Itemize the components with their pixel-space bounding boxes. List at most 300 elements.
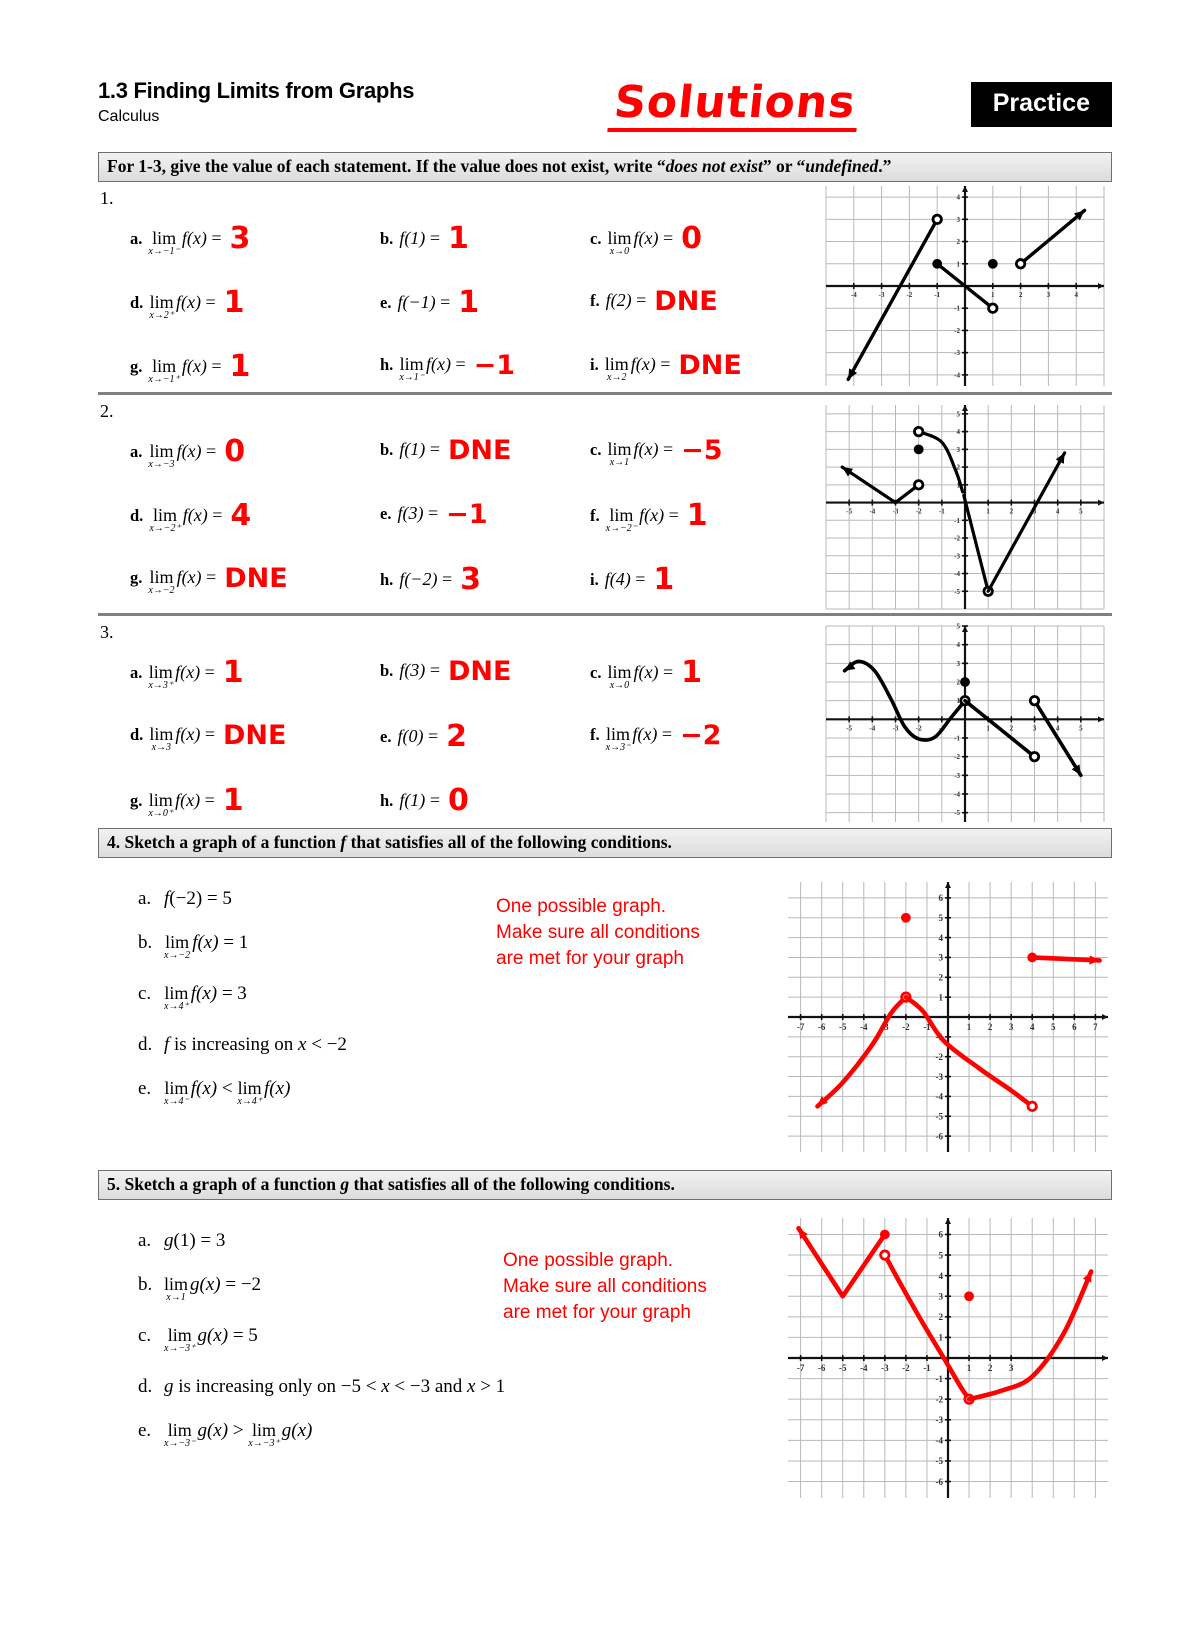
problem-4-note-line-3: are met for your graph bbox=[496, 948, 684, 969]
answer-item bbox=[380, 719, 467, 754]
handwritten-answer: −2 bbox=[679, 720, 722, 751]
condition-text: g is increasing only on −5 < x < −3 and x > 1 bbox=[164, 1376, 506, 1397]
condition-label: d. bbox=[138, 1376, 153, 1397]
answer-label: f. bbox=[590, 291, 600, 310]
problem-5 bbox=[98, 1200, 1112, 1518]
handwritten-answer: 1 bbox=[222, 655, 244, 690]
handwritten-answer: 0 bbox=[224, 434, 246, 469]
svg-text:-7: -7 bbox=[796, 1022, 805, 1032]
limit-operator: lim x→2 bbox=[604, 354, 629, 383]
answer-expression: lim x→1 f(x) = bbox=[607, 439, 674, 468]
function-expression: g(x) bbox=[190, 1274, 221, 1295]
answer-expression: lim x→0⁺ f(x) = bbox=[148, 790, 215, 819]
svg-text:-4: -4 bbox=[954, 790, 960, 799]
answer-expression: lim x→2⁺ f(x) = bbox=[149, 292, 216, 321]
svg-text:-1: -1 bbox=[938, 507, 945, 516]
condition-label: b. bbox=[138, 1274, 153, 1295]
svg-text:2: 2 bbox=[938, 1312, 943, 1323]
svg-text:4: 4 bbox=[1074, 291, 1078, 299]
problem-3-number: 3. bbox=[100, 622, 114, 642]
function-expression: f(x) bbox=[176, 441, 202, 461]
function-expression: f(x) bbox=[632, 724, 658, 744]
problem-5-note-line-2: Make sure all conditions bbox=[503, 1276, 707, 1297]
svg-text:3: 3 bbox=[956, 215, 960, 224]
limit-operator: lim x→4⁺ bbox=[164, 983, 189, 1012]
answer-expression: f(4) = bbox=[604, 569, 646, 589]
function-expression: f(x) bbox=[633, 228, 659, 248]
answer-item bbox=[130, 721, 286, 753]
answer-label: e. bbox=[380, 727, 392, 746]
svg-text:2: 2 bbox=[956, 463, 960, 472]
function-expression: f(x) bbox=[639, 505, 665, 525]
svg-text:-3: -3 bbox=[881, 1363, 889, 1373]
answer-item bbox=[590, 223, 702, 257]
problem-4 bbox=[98, 858, 1112, 1170]
svg-text:3: 3 bbox=[1008, 1363, 1014, 1373]
answer-item bbox=[130, 564, 288, 596]
condition-label: e. bbox=[138, 1420, 152, 1441]
svg-text:7: 7 bbox=[1093, 1022, 1098, 1032]
answer-item bbox=[590, 286, 718, 317]
svg-text:1: 1 bbox=[938, 1332, 943, 1343]
svg-text:4: 4 bbox=[956, 641, 960, 650]
limit-operator: lim x→−2⁺ bbox=[149, 505, 181, 534]
svg-text:4: 4 bbox=[938, 932, 943, 943]
svg-text:-2: -2 bbox=[906, 291, 913, 299]
problem-3-graph bbox=[820, 620, 1110, 828]
answer-item bbox=[380, 562, 481, 597]
handwritten-answer: 1 bbox=[681, 655, 702, 690]
svg-text:-6: -6 bbox=[817, 1022, 826, 1032]
function-expression: f(x) bbox=[176, 567, 202, 587]
answer-expression: lim x→−1⁺ f(x) = bbox=[148, 356, 222, 385]
problem-4-graph bbox=[778, 872, 1118, 1162]
function-expression: f(x) bbox=[190, 1078, 218, 1099]
svg-text:5: 5 bbox=[956, 410, 960, 419]
condition-text: lim x→−3⁻ g(x) > lim x→−3⁺ g(x) bbox=[164, 1420, 313, 1449]
svg-text:2: 2 bbox=[956, 238, 960, 247]
answer-item bbox=[590, 721, 721, 753]
answer-item bbox=[590, 351, 742, 383]
svg-text:-1: -1 bbox=[954, 734, 960, 743]
problem-5-graph bbox=[778, 1208, 1118, 1508]
limit-operator: lim x→0 bbox=[607, 228, 632, 257]
svg-text:2: 2 bbox=[987, 1022, 993, 1032]
answer-expression: lim x→3⁻ f(x) = bbox=[605, 724, 672, 753]
function-expression: f(x) bbox=[175, 790, 201, 810]
svg-text:-1: -1 bbox=[954, 304, 960, 313]
answer-label: g. bbox=[130, 568, 143, 587]
svg-text:-3: -3 bbox=[954, 552, 960, 561]
handwritten-answer: −5 bbox=[681, 435, 723, 466]
svg-text:3: 3 bbox=[1008, 1022, 1014, 1032]
handwritten-answer: 1 bbox=[447, 221, 469, 256]
answer-item bbox=[380, 783, 469, 818]
answer-item bbox=[380, 351, 515, 383]
function-expression: f(x) bbox=[181, 228, 207, 248]
answer-label: g. bbox=[130, 357, 143, 376]
problem-4-bar-fn: f bbox=[340, 832, 347, 852]
function-expression: g(x) bbox=[281, 1420, 313, 1441]
answer-label: a. bbox=[130, 442, 143, 461]
svg-text:-4: -4 bbox=[869, 724, 876, 733]
function-expression: f(x) bbox=[175, 662, 201, 682]
svg-text:5: 5 bbox=[938, 912, 943, 923]
answer-item bbox=[380, 656, 512, 687]
answer-item bbox=[130, 223, 250, 257]
svg-text:2: 2 bbox=[1009, 724, 1014, 733]
svg-text:-4: -4 bbox=[860, 1363, 868, 1373]
problem-4-bar-post: that satisfies all of the following conditions. bbox=[346, 832, 672, 852]
svg-text:1: 1 bbox=[986, 724, 990, 733]
problem-2-number: 2. bbox=[100, 401, 114, 421]
handwritten-answer: 3 bbox=[460, 562, 481, 597]
title-block bbox=[98, 78, 414, 126]
solutions-annotation: Solutions bbox=[607, 80, 862, 132]
answer-item bbox=[130, 351, 250, 385]
problem-3 bbox=[98, 616, 1112, 828]
problem-4-note-line-2: Make sure all conditions bbox=[496, 922, 700, 943]
answer-label: h. bbox=[380, 791, 394, 810]
svg-text:-1: -1 bbox=[935, 1032, 943, 1043]
answer-expression: f(−2) = bbox=[399, 569, 453, 589]
function-expression: f(x) bbox=[264, 1078, 291, 1099]
svg-text:-3: -3 bbox=[935, 1415, 943, 1426]
answer-label: g. bbox=[130, 791, 143, 810]
svg-text:2: 2 bbox=[1009, 507, 1014, 516]
svg-text:-2: -2 bbox=[954, 326, 960, 335]
svg-text:-4: -4 bbox=[954, 371, 960, 380]
svg-text:5: 5 bbox=[1051, 1022, 1056, 1032]
answer-label: d. bbox=[130, 506, 144, 525]
handwritten-answer: 1 bbox=[653, 562, 675, 597]
svg-text:1: 1 bbox=[991, 291, 995, 299]
instruction-italic-1: does not exist bbox=[665, 156, 763, 176]
problem-4-note bbox=[496, 894, 700, 972]
answer-expression: lim x→−2⁺ f(x) = bbox=[149, 505, 223, 534]
answer-expression: lim x→−2 f(x) = bbox=[148, 567, 217, 596]
problem-5-note-line-1: One possible graph. bbox=[503, 1250, 674, 1271]
limit-operator: lim x→2⁺ bbox=[149, 292, 175, 321]
answer-label: a. bbox=[130, 663, 143, 682]
instruction-bar bbox=[98, 152, 1112, 182]
svg-text:-2: -2 bbox=[915, 724, 922, 733]
limit-operator: lim x→1 bbox=[164, 1274, 189, 1303]
limit-operator: lim x→−3⁺ bbox=[248, 1420, 280, 1449]
answer-expression: f(3) = bbox=[397, 503, 439, 523]
svg-text:5: 5 bbox=[956, 622, 960, 631]
limit-operator: lim x→3 bbox=[149, 724, 174, 753]
svg-text:-1: -1 bbox=[923, 1363, 931, 1373]
svg-text:5: 5 bbox=[1079, 724, 1083, 733]
answer-label: f. bbox=[590, 506, 600, 525]
limit-operator: lim x→3⁻ bbox=[605, 724, 631, 753]
svg-text:-1: -1 bbox=[934, 291, 941, 299]
answer-item bbox=[130, 657, 244, 691]
limit-operator: lim x→4⁻ bbox=[164, 1078, 189, 1107]
svg-text:4: 4 bbox=[956, 193, 960, 202]
answer-item bbox=[380, 435, 512, 466]
function-expression: g(x) bbox=[197, 1420, 229, 1441]
limit-operator: lim x→1⁻ bbox=[399, 354, 425, 383]
condition-label: c. bbox=[138, 983, 152, 1004]
svg-text:-4: -4 bbox=[850, 291, 857, 299]
answer-expression: lim x→3⁺ f(x) = bbox=[148, 662, 215, 691]
svg-text:-3: -3 bbox=[892, 724, 899, 733]
answer-label: e. bbox=[380, 504, 392, 523]
worksheet-page bbox=[0, 78, 1200, 1631]
answer-label: c. bbox=[590, 440, 602, 459]
function-expression: f(x) bbox=[633, 439, 659, 459]
condition-text: g(1) = 3 bbox=[164, 1230, 226, 1251]
svg-text:3: 3 bbox=[938, 952, 943, 963]
handwritten-answer: DNE bbox=[654, 286, 718, 317]
handwritten-answer: 1 bbox=[229, 349, 251, 384]
svg-text:-5: -5 bbox=[838, 1022, 847, 1032]
svg-text:-5: -5 bbox=[935, 1111, 943, 1122]
svg-text:1: 1 bbox=[986, 507, 990, 516]
condition-text: lim x→1 g(x) = −2 bbox=[164, 1274, 262, 1303]
svg-text:-3: -3 bbox=[878, 291, 885, 299]
svg-text:-1: -1 bbox=[938, 724, 945, 733]
problem-4-bar-pre: 4. Sketch a graph of a function bbox=[107, 832, 341, 852]
handwritten-answer: 1 bbox=[686, 498, 708, 533]
svg-text:-1: -1 bbox=[935, 1373, 943, 1384]
svg-text:-3: -3 bbox=[935, 1071, 943, 1082]
svg-text:1: 1 bbox=[956, 260, 960, 269]
answer-label: b. bbox=[380, 229, 394, 248]
svg-text:6: 6 bbox=[938, 893, 943, 904]
problem-1-number: 1. bbox=[100, 188, 114, 208]
svg-text:-2: -2 bbox=[935, 1394, 943, 1405]
answer-label: a. bbox=[130, 229, 143, 248]
answer-label: f. bbox=[590, 725, 600, 744]
limit-operator: lim x→−3 bbox=[148, 441, 175, 470]
handwritten-answer: 2 bbox=[446, 719, 467, 754]
condition-text: lim x→−2 f(x) = 1 bbox=[164, 932, 249, 961]
handwritten-answer: 0 bbox=[447, 783, 469, 818]
problem-2 bbox=[98, 395, 1112, 613]
problem-5-note-line-3: are met for your graph bbox=[503, 1302, 691, 1323]
handwritten-answer: 1 bbox=[458, 285, 480, 320]
function-expression: f(x) bbox=[182, 505, 208, 525]
svg-text:2: 2 bbox=[938, 972, 943, 983]
condition-text: lim x→−3⁺ g(x) = 5 bbox=[164, 1325, 258, 1354]
function-expression: f(x) bbox=[426, 354, 452, 374]
svg-text:-5: -5 bbox=[954, 809, 960, 818]
problem-5-bar-fn: g bbox=[340, 1174, 350, 1194]
condition-text: f(−2) = 5 bbox=[164, 888, 232, 909]
handwritten-answer: DNE bbox=[447, 435, 512, 466]
svg-text:6: 6 bbox=[938, 1229, 943, 1240]
function-expression: f(x) bbox=[192, 932, 219, 953]
condition-label: c. bbox=[138, 1325, 152, 1346]
problem-2-graph bbox=[820, 399, 1110, 615]
answer-expression: lim x→3 f(x) = bbox=[149, 724, 215, 753]
answer-item bbox=[380, 499, 488, 530]
answer-expression: lim x→0 f(x) = bbox=[607, 662, 674, 691]
answer-label: c. bbox=[590, 663, 602, 682]
condition-label: b. bbox=[138, 932, 153, 953]
function-expression: f(x) bbox=[176, 292, 202, 312]
problem-1-graph bbox=[820, 180, 1110, 392]
handwritten-answer: DNE bbox=[224, 563, 288, 594]
condition-label: d. bbox=[138, 1034, 153, 1055]
svg-text:1: 1 bbox=[966, 1022, 972, 1032]
svg-text:-7: -7 bbox=[796, 1363, 805, 1373]
page-title: 1.3 Finding Limits from Graphs bbox=[98, 78, 415, 103]
problem-5-bar-pre: 5. Sketch a graph of a function bbox=[107, 1174, 341, 1194]
svg-text:3: 3 bbox=[1046, 291, 1051, 299]
answer-label: c. bbox=[590, 229, 602, 248]
svg-text:4: 4 bbox=[1055, 507, 1060, 516]
answer-expression: lim x→0 f(x) = bbox=[607, 228, 674, 257]
function-expression: f(x) bbox=[190, 983, 218, 1004]
svg-text:2: 2 bbox=[987, 1363, 993, 1373]
answer-expression: lim x→2 f(x) = bbox=[604, 354, 671, 383]
practice-badge: Practice bbox=[971, 82, 1112, 127]
problem-5-bar bbox=[98, 1170, 1112, 1200]
svg-text:-4: -4 bbox=[935, 1435, 943, 1446]
handwritten-answer: 1 bbox=[223, 285, 245, 320]
svg-text:-4: -4 bbox=[935, 1091, 943, 1102]
svg-text:6: 6 bbox=[1072, 1022, 1077, 1032]
svg-text:1: 1 bbox=[956, 481, 960, 490]
condition-text: lim x→4⁻ f(x) < lim x→4⁺ f(x) bbox=[164, 1078, 291, 1107]
answer-item bbox=[130, 785, 244, 819]
svg-text:1: 1 bbox=[938, 992, 943, 1003]
problem-4-note-line-1: One possible graph. bbox=[496, 896, 667, 917]
answer-label: b. bbox=[380, 661, 394, 680]
instruction-text-1: For 1-3, give the value of each statement. If the value does not exist, write “ bbox=[107, 156, 666, 176]
instruction-italic-2: undefined bbox=[805, 156, 879, 176]
handwritten-answer: 0 bbox=[681, 221, 702, 256]
handwritten-answer: DNE bbox=[222, 720, 287, 751]
svg-text:2: 2 bbox=[1018, 291, 1023, 299]
svg-text:-1: -1 bbox=[923, 1022, 931, 1032]
svg-text:4: 4 bbox=[938, 1270, 943, 1281]
svg-text:4: 4 bbox=[1055, 724, 1060, 733]
svg-text:1: 1 bbox=[956, 697, 960, 706]
svg-text:-6: -6 bbox=[935, 1131, 943, 1142]
problem-1 bbox=[98, 182, 1112, 392]
function-expression: g(x) bbox=[197, 1325, 229, 1346]
function-expression: f(x) bbox=[181, 356, 207, 376]
svg-text:4: 4 bbox=[1029, 1022, 1035, 1032]
answer-expression: f(2) = bbox=[605, 290, 647, 310]
instruction-text-3: .” bbox=[878, 156, 892, 176]
svg-text:-4: -4 bbox=[954, 570, 960, 579]
svg-text:-3: -3 bbox=[881, 1022, 889, 1032]
limit-operator: lim x→−1⁻ bbox=[148, 228, 180, 257]
answer-expression: lim x→−1⁻ f(x) = bbox=[148, 228, 222, 257]
answer-expression: f(1) = bbox=[399, 439, 440, 459]
answer-item bbox=[130, 436, 245, 470]
handwritten-answer: 3 bbox=[229, 221, 251, 256]
svg-text:3: 3 bbox=[1032, 507, 1037, 516]
svg-text:-3: -3 bbox=[892, 507, 899, 516]
svg-text:-6: -6 bbox=[817, 1363, 826, 1373]
limit-operator: lim x→−2⁻ bbox=[605, 505, 638, 534]
answer-label: i. bbox=[590, 570, 599, 589]
condition-label: a. bbox=[138, 888, 152, 909]
limit-operator: lim x→−3⁺ bbox=[164, 1325, 196, 1354]
answer-label: h. bbox=[380, 355, 394, 374]
handwritten-answer: 4 bbox=[230, 498, 252, 533]
function-expression: f(x) bbox=[175, 724, 201, 744]
answer-item bbox=[130, 287, 245, 321]
svg-text:-4: -4 bbox=[869, 507, 876, 516]
problem-5-note bbox=[503, 1248, 707, 1326]
answer-item bbox=[590, 500, 708, 534]
answer-expression: f(1) = bbox=[399, 790, 440, 810]
svg-text:-5: -5 bbox=[954, 587, 960, 596]
answer-expression: lim x→1⁻ f(x) = bbox=[399, 354, 466, 383]
limit-operator: lim x→3⁺ bbox=[148, 662, 174, 691]
answer-expression: lim x→−2⁻ f(x) = bbox=[605, 505, 679, 534]
svg-text:-2: -2 bbox=[954, 534, 960, 543]
svg-text:-5: -5 bbox=[846, 507, 853, 516]
svg-text:-2: -2 bbox=[915, 507, 922, 516]
svg-text:-5: -5 bbox=[838, 1363, 847, 1373]
answer-item bbox=[590, 657, 702, 691]
handwritten-answer: −1 bbox=[473, 350, 516, 381]
svg-text:2: 2 bbox=[956, 678, 960, 687]
page-header bbox=[0, 78, 1200, 146]
condition-text: lim x→4⁺ f(x) = 3 bbox=[164, 983, 247, 1012]
answer-expression: f(0) = bbox=[397, 726, 439, 746]
answer-expression: lim x→−3 f(x) = bbox=[148, 441, 217, 470]
answer-expression: f(1) = bbox=[399, 228, 440, 248]
answer-expression: f(3) = bbox=[399, 660, 440, 680]
svg-text:1: 1 bbox=[966, 1363, 972, 1373]
answer-label: i. bbox=[590, 355, 599, 374]
limit-operator: lim x→0 bbox=[607, 662, 632, 691]
limit-operator: lim x→−3⁻ bbox=[164, 1420, 196, 1449]
svg-text:4: 4 bbox=[956, 428, 960, 437]
answer-label: b. bbox=[380, 440, 394, 459]
subject-label: Calculus bbox=[98, 108, 160, 125]
svg-text:-4: -4 bbox=[860, 1022, 868, 1032]
svg-text:-2: -2 bbox=[954, 753, 960, 762]
svg-text:3: 3 bbox=[956, 445, 960, 454]
answer-item bbox=[590, 436, 723, 468]
answer-item bbox=[590, 562, 675, 597]
condition-text: f is increasing on x < −2 bbox=[164, 1034, 347, 1055]
answer-label: h. bbox=[380, 570, 394, 589]
answer-label: d. bbox=[130, 293, 144, 312]
svg-text:3: 3 bbox=[1032, 724, 1037, 733]
answer-item bbox=[380, 221, 469, 256]
function-expression: f(x) bbox=[630, 354, 656, 374]
svg-text:5: 5 bbox=[938, 1250, 943, 1261]
svg-text:-1: -1 bbox=[954, 516, 960, 525]
answer-label: d. bbox=[130, 725, 144, 744]
svg-text:5: 5 bbox=[1079, 507, 1083, 516]
condition-label: a. bbox=[138, 1230, 152, 1251]
limit-operator: lim x→−2 bbox=[164, 932, 191, 961]
limit-operator: lim x→−2 bbox=[148, 567, 175, 596]
answer-label: e. bbox=[380, 293, 392, 312]
svg-text:-2: -2 bbox=[902, 1363, 910, 1373]
svg-text:-3: -3 bbox=[954, 771, 960, 780]
limit-operator: lim x→1 bbox=[607, 439, 632, 468]
svg-text:3: 3 bbox=[956, 659, 960, 668]
problem-5-bar-post: that satisfies all of the following conditions. bbox=[349, 1174, 675, 1194]
function-expression: f(x) bbox=[633, 662, 659, 682]
limit-operator: lim x→−1⁺ bbox=[148, 356, 180, 385]
svg-text:-2: -2 bbox=[902, 1022, 910, 1032]
